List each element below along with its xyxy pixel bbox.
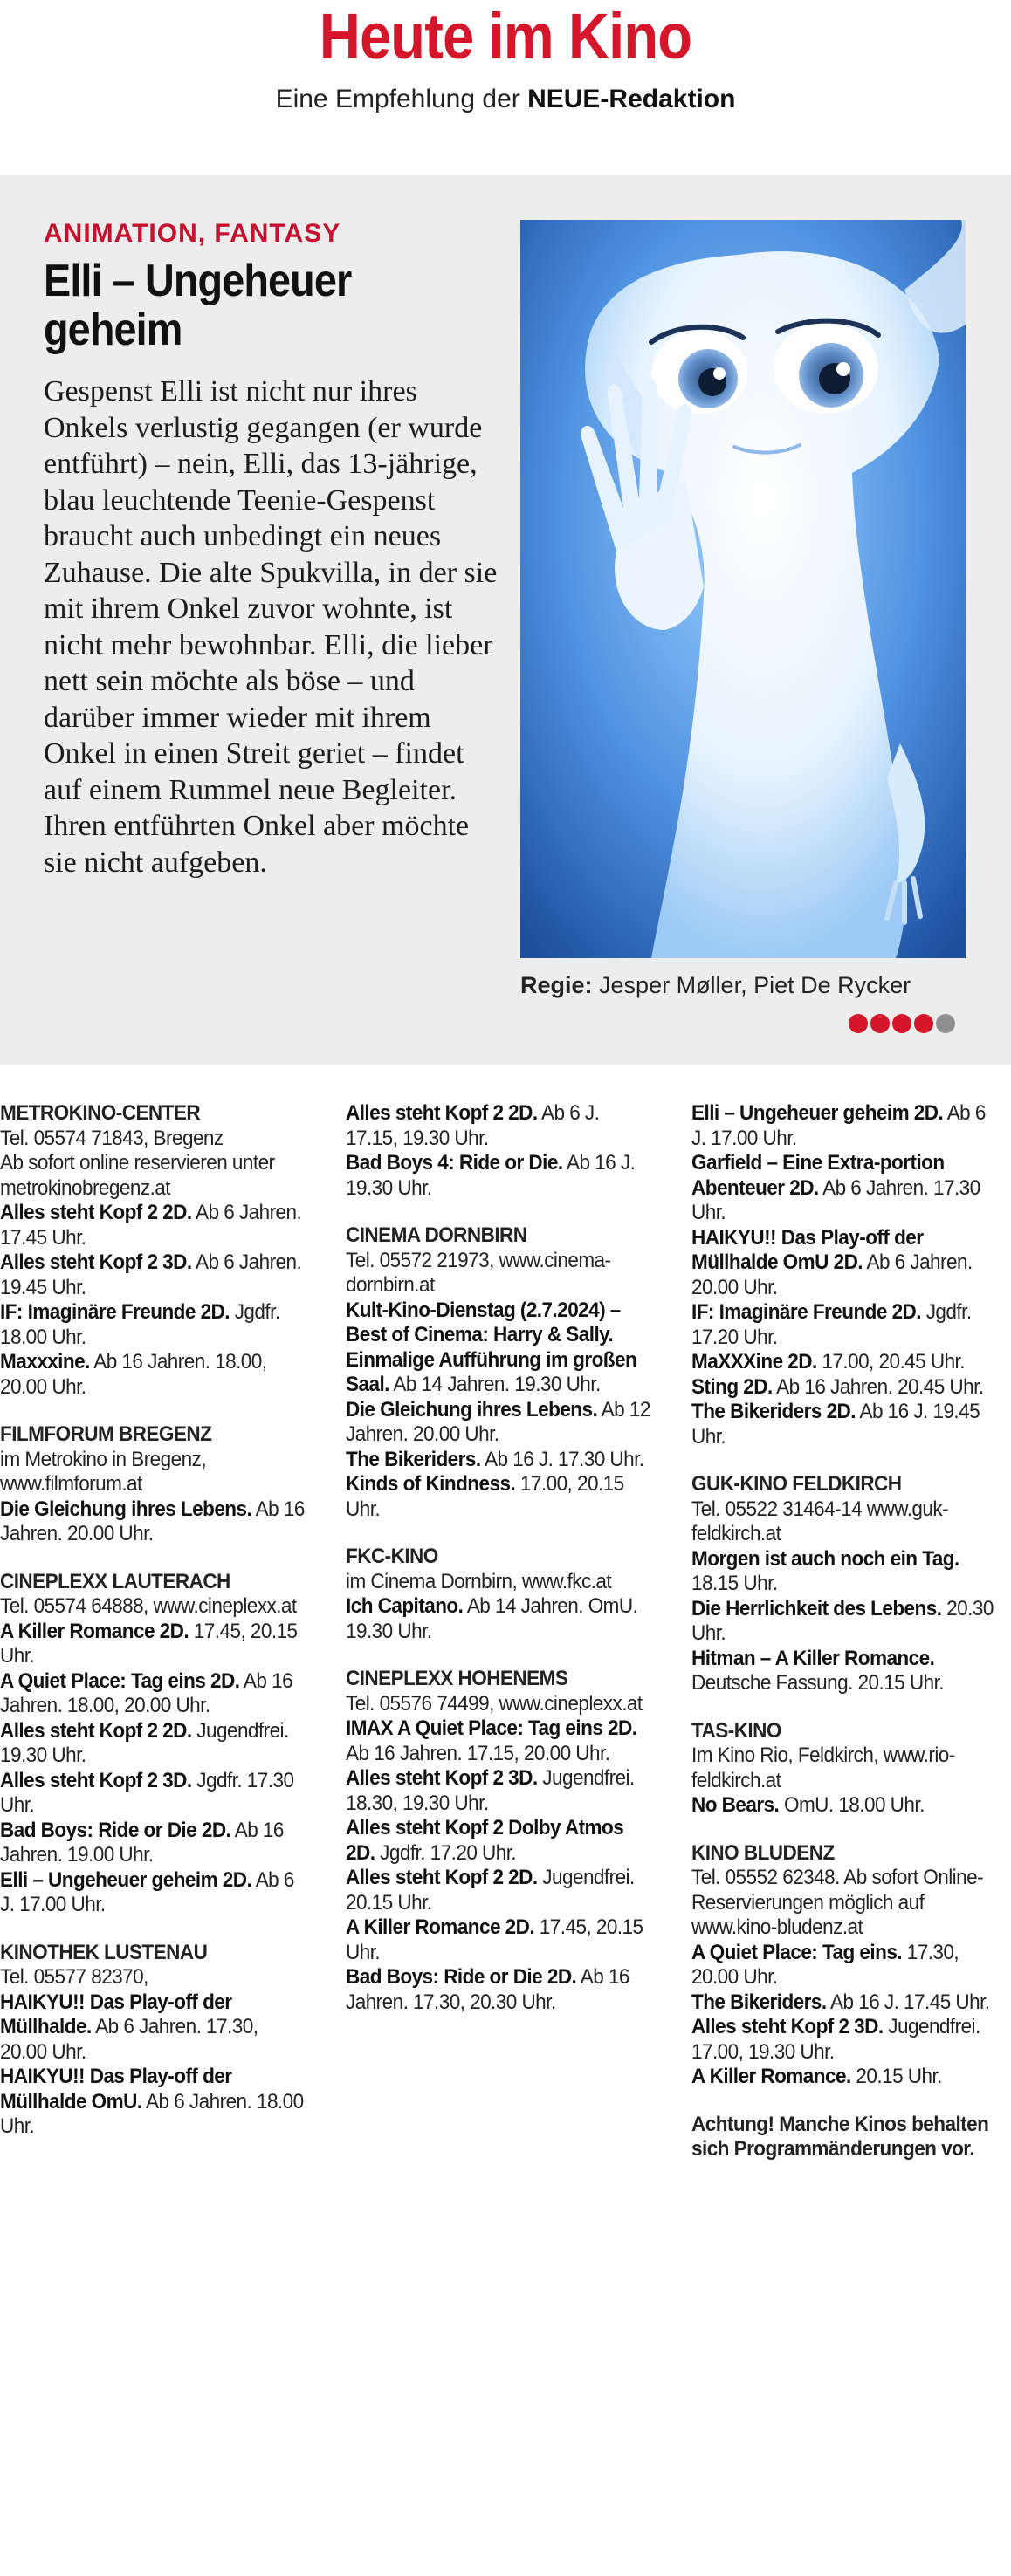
- feature-genre: ANIMATION, FANTASY: [44, 219, 341, 248]
- film-listing: [691, 1300, 998, 1350]
- movie-poster-image: [520, 220, 966, 958]
- film-details: Ab 6 Jahren. 17.45 Uhr.: [0, 1201, 302, 1250]
- subtitle-editor: NEUE-Redaktion: [527, 85, 736, 113]
- film-listing: [691, 1941, 998, 1990]
- cinema-info: im Cinema Dornbirn, www.fkc.at: [346, 1569, 612, 1593]
- film-details: 17.30, 20.00 Uhr.: [691, 1940, 959, 1989]
- film-listing: [0, 1620, 306, 1669]
- film-details: Ab 6 J. 17.00 Uhr.: [0, 1867, 294, 1916]
- cinema-info: Tel. 05576 74499, www.cineplexx.at: [346, 1691, 643, 1716]
- film-listing: [346, 1594, 652, 1644]
- rating-dot-filled: [892, 1014, 911, 1033]
- film-listing: [691, 1647, 998, 1696]
- film-details: Ab 16 Jahren. 20.00 Uhr.: [0, 1497, 305, 1545]
- page-header: [0, 0, 1011, 117]
- film-title: Hitman – A Killer Romance.: [691, 1646, 935, 1670]
- director-names: Jesper Møller, Piet De Rycker: [592, 972, 911, 998]
- cinema-info: Tel. 05574 64888, www.cineplexx.at: [0, 1594, 297, 1618]
- cinema-info: Tel. 05552 62348. Ab sofort Online-Reservierungen möglich auf www.kino-bludenz.at: [691, 1866, 984, 1939]
- film-title: Sting 2D.: [691, 1374, 773, 1399]
- film-details: Ab 16 Jahren. 17.30, 20.30 Uhr.: [346, 1965, 629, 2014]
- film-details: Ab 16 Jahren. 17.15, 20.00 Uhr.: [346, 1741, 610, 1765]
- film-listing: [0, 1819, 306, 1868]
- film-listing: [346, 1766, 652, 1816]
- film-details: Ab 6 Jahren. 17.30 Uhr.: [691, 1175, 980, 1224]
- film-title: Alles steht Kopf 2 3D.: [0, 1250, 192, 1274]
- cinema-info: Tel. 05522 31464-14 www.guk-feldkirch.at: [691, 1497, 949, 1545]
- film-title: Garfield – Eine Extra-portion Abenteuer 2D.: [691, 1151, 945, 1200]
- film-title: Die Herrlichkeit des Lebens.: [691, 1596, 942, 1620]
- cinema-name: KINO BLUDENZ: [691, 1840, 835, 1865]
- film-title: No Bears.: [691, 1793, 780, 1817]
- cinema-info: Ab sofort online reservieren unter metrokinobregenz.at: [0, 1151, 275, 1200]
- film-listing: [691, 1151, 998, 1226]
- feature-description: Gespenst Elli ist nicht nur ihres Onkels verlustig gegangen (er wurde entführt) – nein, Elli, das 13-jährige, blau leuchtende Teenie-Gespenst braucht auch unbedingt ein neues Zuhause. Die alte Spukvilla, in der sie mit ihrem Onkel zuvor wohnte, ist nicht mehr bewohnbar. Elli, die lieber nett sein möchte als böse – und darüber immer wieder mit ihrem Onkel in einen Streit geriet – findet auf einem Rummel neue Begleiter. Ihren entführten Onkel aber möchte sie nicht aufgeben.: [44, 375, 498, 879]
- film-listing: [0, 1719, 306, 1769]
- film-details: Ab 6 Jahren. 20.00 Uhr.: [691, 1250, 973, 1299]
- cinema-name: GUK-KINO FELDKIRCH: [691, 1472, 902, 1496]
- page-subtitle: [0, 82, 1011, 117]
- film-title: Morgen ist auch noch ein Tag.: [691, 1546, 959, 1571]
- film-listing: [0, 1250, 306, 1300]
- rating-dots: [849, 1014, 955, 1033]
- film-listing: [0, 1990, 306, 2066]
- film-listing: [346, 1151, 652, 1201]
- film-details: Ab 16 J. 17.30 Uhr.: [480, 1447, 644, 1471]
- cinema-info: Tel. 05574 71843, Bregenz: [0, 1126, 224, 1150]
- film-listing: [691, 1400, 998, 1449]
- film-details: Ab 6 Jahren. 19.45 Uhr.: [0, 1250, 302, 1299]
- film-title: Bad Boys: Ride or Die 2D.: [346, 1965, 577, 1989]
- film-details: 17.00, 20.15 Uhr.: [346, 1472, 624, 1521]
- film-title: MaXXXine 2D.: [691, 1350, 817, 1374]
- film-listing: [691, 2015, 998, 2065]
- film-details: Jugendfrei. 19.30 Uhr.: [0, 1718, 289, 1767]
- film-details: Ab 16 J. 17.45 Uhr.: [826, 1990, 990, 2014]
- film-details: Ab 14 Jahren. 19.30 Uhr.: [389, 1373, 601, 1396]
- page-title: Heute im Kino: [319, 0, 692, 72]
- film-details: Jgdfr. 18.00 Uhr.: [0, 1300, 280, 1349]
- film-listing: [0, 2065, 306, 2140]
- film-listing: [0, 1350, 306, 1400]
- film-title: IMAX A Quiet Place: Tag eins 2D.: [346, 1716, 637, 1740]
- film-listing: [0, 1769, 306, 1819]
- film-title: A Quiet Place: Tag eins.: [691, 1940, 903, 1964]
- ghost-illustration: [520, 220, 966, 958]
- film-title: Alles steht Kopf 2 3D.: [691, 2015, 884, 2038]
- film-title: The Bikeriders.: [346, 1447, 481, 1471]
- film-title: Alles steht Kopf 2 3D.: [0, 1768, 192, 1792]
- program-change-note: Achtung! Manche Kinos behalten sich Programmänderungen vor.: [691, 2112, 989, 2161]
- cinema-name: TAS-KINO: [691, 1718, 781, 1743]
- subtitle-prefix: Eine Empfehlung der: [275, 85, 528, 113]
- film-title: HAIKYU!! Das Play-off der Müllhalde OmU.: [0, 2065, 232, 2114]
- film-listing: [691, 2065, 998, 2090]
- rating-dot-filled: [870, 1014, 890, 1033]
- cinema-name: METROKINO-CENTER: [0, 1101, 201, 1125]
- film-listing: [691, 1990, 998, 2016]
- film-title: Bad Boys 4: Ride or Die.: [346, 1151, 563, 1175]
- feature-movie-title: Elli – Ungeheuer geheim: [44, 256, 352, 355]
- film-details: Ab 16 Jahren. 18.00, 20.00 Uhr.: [0, 1350, 267, 1399]
- film-details: Jugendfrei. 18.30, 19.30 Uhr.: [346, 1766, 635, 1815]
- film-listing: [691, 1597, 998, 1647]
- listing-column-3: [691, 1101, 999, 2162]
- cinema-info: Tel. 05577 82370,: [0, 1965, 148, 1989]
- film-title: Alles steht Kopf 2 3D.: [346, 1766, 538, 1790]
- film-title: Elli – Ungeheuer geheim 2D.: [691, 1101, 944, 1125]
- film-title: Alles steht Kopf 2 2D.: [346, 1866, 538, 1889]
- cinema-name: KINOTHEK LUSTENAU: [0, 1940, 208, 1964]
- cinema-name: CINEPLEXX LAUTERACH: [0, 1569, 230, 1593]
- cinema-listings: [0, 1101, 1011, 2576]
- film-title: A Killer Romance 2D.: [0, 1619, 189, 1643]
- film-details: Ab 16 Jahren. 18.00, 20.00 Uhr.: [0, 1668, 293, 1717]
- film-listing: [346, 1716, 652, 1766]
- film-details: Jugendfrei. 17.00, 19.30 Uhr.: [691, 2015, 980, 2064]
- film-title: Die Gleichung ihres Lebens.: [346, 1397, 598, 1422]
- film-details: Ab 6 Jahren. 17.30, 20.00 Uhr.: [0, 2015, 258, 2064]
- film-listing: [691, 1226, 998, 1301]
- film-title: A Killer Romance.: [691, 2065, 851, 2088]
- film-details: 20.15 Uhr.: [850, 2065, 942, 2088]
- cinema-info: Tel. 05572 21973, www.cinema-dornbirn.at: [346, 1248, 611, 1297]
- film-title: Ich Capitano.: [346, 1594, 464, 1618]
- film-title: Alles steht Kopf 2 2D.: [0, 1201, 192, 1224]
- listing-column-1: [0, 1101, 307, 2140]
- film-title: Bad Boys: Ride or Die 2D.: [0, 1818, 231, 1842]
- cinema-name: FKC-KINO: [346, 1545, 438, 1568]
- film-listing: [0, 1201, 306, 1250]
- film-listing: [0, 1300, 306, 1350]
- rating-dot-filled: [849, 1014, 868, 1033]
- film-title: The Bikeriders.: [691, 1990, 827, 2014]
- film-details: Jgdfr. 17.30 Uhr.: [0, 1768, 294, 1817]
- film-listing: [346, 1816, 652, 1866]
- film-title: Kinds of Kindness.: [346, 1472, 516, 1496]
- cinema-name: CINEPLEXX HOHENEMS: [346, 1667, 568, 1690]
- film-listing: [691, 1101, 998, 1151]
- film-title: Elli – Ungeheuer geheim 2D.: [0, 1867, 252, 1892]
- film-title: HAIKYU!! Das Play-off der Müllhalde OmU 2D.: [691, 1225, 924, 1274]
- film-listing: [346, 1298, 652, 1398]
- film-title: Maxxxine.: [0, 1350, 90, 1374]
- film-details: Ab 12 Jahren. 20.00 Uhr.: [346, 1397, 650, 1446]
- director-label: Regie:: [520, 972, 593, 998]
- film-listing: [346, 1472, 652, 1522]
- film-details: Jgdfr. 17.20 Uhr.: [375, 1840, 517, 1865]
- film-details: 17.45, 20.15 Uhr.: [346, 1915, 643, 1964]
- film-details: OmU. 18.00 Uhr.: [779, 1793, 925, 1817]
- film-details: Ab 6 J. 17.15, 19.30 Uhr.: [346, 1101, 600, 1150]
- feature-box: [0, 175, 1011, 1065]
- film-listing: [346, 1866, 652, 1915]
- film-title: A Quiet Place: Tag eins 2D.: [0, 1668, 240, 1693]
- film-title: Alles steht Kopf 2 Dolby Atmos 2D.: [346, 1816, 624, 1865]
- rating-dot-filled: [914, 1014, 933, 1033]
- film-title: The Bikeriders 2D.: [691, 1400, 856, 1423]
- film-listing: [691, 1793, 998, 1819]
- film-details: Ab 14 Jahren. OmU. 19.30 Uhr.: [346, 1594, 638, 1643]
- film-details: Jugendfrei. 20.15 Uhr.: [346, 1866, 635, 1915]
- rating-dot-empty: [936, 1014, 955, 1033]
- film-listing: [346, 1398, 652, 1448]
- film-details: 17.45, 20.15 Uhr.: [0, 1619, 298, 1668]
- film-details: 20.30 Uhr.: [691, 1596, 994, 1645]
- film-listing: [691, 1350, 998, 1375]
- film-title: HAIKYU!! Das Play-off der Müllhalde.: [0, 1990, 232, 2038]
- listing-column-2: [346, 1101, 653, 2015]
- feature-director: [520, 970, 911, 1000]
- film-details: Ab 16 J. 19.30 Uhr.: [346, 1151, 636, 1200]
- film-listing: [0, 1868, 306, 1918]
- film-details: Ab 6 J. 17.00 Uhr.: [691, 1101, 986, 1150]
- film-listing: [691, 1547, 998, 1597]
- film-details: Ab 6 Jahren. 18.00 Uhr.: [0, 2089, 304, 2138]
- film-listing: [346, 1101, 652, 1151]
- film-title: A Killer Romance 2D.: [346, 1915, 535, 1939]
- film-details: Ab 16 J. 19.45 Uhr.: [691, 1400, 980, 1449]
- cinema-name: FILMFORUM BREGENZ: [0, 1422, 212, 1446]
- film-details: 18.15 Uhr.: [691, 1572, 778, 1595]
- film-details: 17.00, 20.45 Uhr.: [816, 1350, 965, 1374]
- film-listing: [346, 1965, 652, 2015]
- film-listing: [346, 1915, 652, 1965]
- film-details: Jgdfr. 17.20 Uhr.: [691, 1300, 972, 1349]
- film-listing: [346, 1448, 652, 1473]
- film-details: Ab 16 Jahren. 19.00 Uhr.: [0, 1818, 284, 1867]
- film-listing: [0, 1497, 306, 1547]
- film-title: IF: Imaginäre Freunde 2D.: [0, 1300, 230, 1324]
- film-title: Alles steht Kopf 2 2D.: [0, 1718, 192, 1743]
- film-listing: [0, 1669, 306, 1719]
- cinema-name: CINEMA DORNBIRN: [346, 1223, 527, 1247]
- film-details: Ab 16 Jahren. 20.45 Uhr.: [772, 1374, 984, 1399]
- film-details: Deutsche Fassung. 20.15 Uhr.: [691, 1671, 945, 1695]
- film-title: Kult-Kino-Dienstag (2.7.2024) – Best of Cinema: Harry & Sally. Einmalige Aufführung im großen Saal.: [346, 1298, 637, 1396]
- cinema-info: im Metrokino in Bregenz, www.filmforum.at: [0, 1447, 207, 1496]
- film-listing: [691, 1375, 998, 1401]
- film-title: Alles steht Kopf 2 2D.: [346, 1101, 538, 1125]
- cinema-info: Im Kino Rio, Feldkirch, www.rio-feldkirch.at: [691, 1744, 955, 1792]
- film-title: IF: Imaginäre Freunde 2D.: [691, 1300, 922, 1324]
- film-title: Die Gleichung ihres Lebens.: [0, 1497, 252, 1521]
